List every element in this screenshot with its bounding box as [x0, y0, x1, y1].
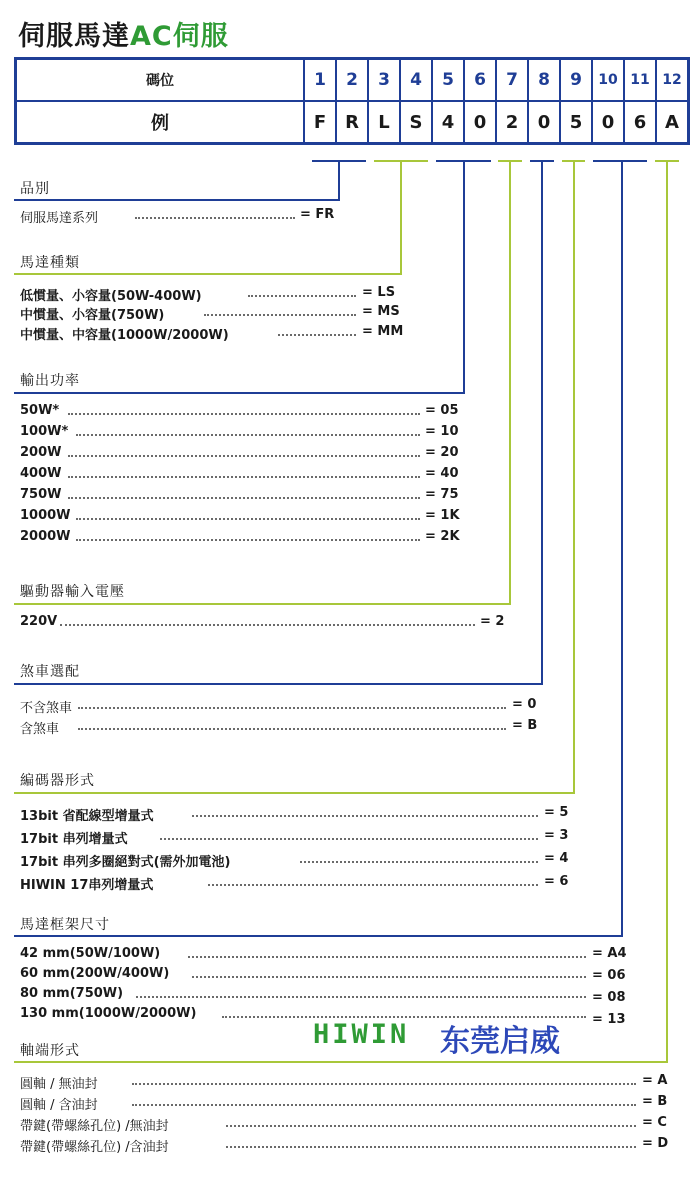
leader-dots [204, 314, 356, 316]
option-value: = C [642, 1115, 667, 1130]
option-value: = 13 [592, 1012, 626, 1027]
code-example: S [400, 101, 432, 144]
leader-dots [160, 838, 538, 840]
code-example: 6 [624, 101, 656, 144]
option-value: = 20 [425, 445, 459, 460]
option-value: = 06 [592, 968, 626, 983]
option-label: 圓軸 / 含油封 [20, 1098, 98, 1113]
option-label: 42 mm(50W/100W) [20, 946, 161, 961]
option-label: HIWIN 17串列增量式 [20, 878, 154, 893]
option-value: = B [512, 718, 538, 733]
option-value: = 08 [592, 990, 626, 1005]
section-header: 馬達框架尺寸 [20, 917, 110, 933]
leader-dots [78, 707, 506, 709]
option-value: = 10 [425, 424, 459, 439]
code-position: 7 [496, 59, 528, 102]
option-label: 帶鍵(帶螺絲孔位) /含油封 [20, 1140, 169, 1155]
leader-dots [132, 1104, 636, 1106]
leader-dots [192, 976, 586, 978]
section-header: 軸端形式 [20, 1043, 80, 1059]
option-label: 伺服馬達系列 [20, 211, 99, 226]
section-header: 品別 [20, 181, 50, 197]
option-value: = FR [300, 207, 335, 222]
option-label: 60 mm(200W/400W) [20, 966, 170, 981]
code-example: 0 [592, 101, 624, 144]
option-value: = 40 [425, 466, 459, 481]
code-example: 5 [560, 101, 592, 144]
code-example: 2 [496, 101, 528, 144]
code-position: 9 [560, 59, 592, 102]
section-header: 編碼器形式 [20, 773, 95, 789]
option-label: 80 mm(750W) [20, 986, 124, 1001]
leader-dots [135, 217, 295, 219]
leader-dots [226, 1125, 636, 1127]
section-header: 馬達種類 [20, 255, 80, 271]
option-label: 1000W [20, 508, 71, 523]
option-label: 不含煞車 [20, 701, 73, 716]
option-label: 中慣量、中容量(1000W/2000W) [20, 328, 229, 343]
code-example: 0 [464, 101, 496, 144]
leader-dots [60, 624, 475, 626]
option-value: = 3 [544, 828, 569, 843]
title-suffix: AC伺服 [130, 21, 229, 52]
option-label: 圓軸 / 無油封 [20, 1077, 98, 1092]
code-position: 5 [432, 59, 464, 102]
leader-dots [76, 518, 420, 520]
code-position: 2 [336, 59, 368, 102]
code-example-label: 例 [16, 101, 305, 144]
option-value: = A4 [592, 946, 627, 961]
watermark-brand: HIWIN [313, 1019, 410, 1050]
option-value: = MM [362, 324, 404, 339]
option-label: 17bit 串列多圈絕對式(需外加電池) [20, 855, 231, 870]
leader-dots [68, 497, 420, 499]
option-value: = 1K [425, 508, 460, 523]
leader-dots [248, 295, 356, 297]
option-label: 220V [20, 614, 58, 629]
watermark-company: 东莞启威 [440, 1024, 560, 1059]
connector-5-6 [14, 161, 464, 393]
section-header: 輸出功率 [20, 373, 80, 389]
option-value: = 6 [544, 874, 569, 889]
option-label: 400W [20, 466, 62, 481]
option-label: 低慣量、小容量(50W-400W) [20, 289, 202, 304]
code-position: 10 [592, 59, 624, 102]
connector-8 [14, 161, 542, 684]
option-value: = 5 [544, 805, 569, 820]
section-header: 煞車選配 [20, 664, 80, 680]
code-position: 11 [624, 59, 656, 102]
option-value: = 2K [425, 529, 460, 544]
code-position: 3 [368, 59, 400, 102]
option-value: = 0 [512, 697, 537, 712]
option-label: 200W [20, 445, 62, 460]
leader-dots [136, 996, 586, 998]
leader-dots [68, 413, 420, 415]
option-value: = 05 [425, 403, 459, 418]
connector-1-2 [14, 161, 339, 200]
leader-dots [78, 728, 506, 730]
option-label: 17bit 串列增量式 [20, 832, 128, 847]
code-example: 0 [528, 101, 560, 144]
leader-dots [226, 1146, 636, 1148]
option-value: = A [642, 1073, 668, 1088]
leader-dots [68, 476, 420, 478]
code-example: A [656, 101, 689, 144]
code-position-label: 碼位 [16, 59, 305, 102]
code-position: 1 [304, 59, 336, 102]
option-label: 2000W [20, 529, 71, 544]
title-prefix: 伺服馬達 [18, 21, 130, 52]
option-label: 含煞車 [20, 722, 60, 737]
leader-dots [192, 815, 538, 817]
leader-dots [132, 1083, 636, 1085]
code-example: F [304, 101, 336, 144]
option-value: = 75 [425, 487, 459, 502]
code-position: 12 [656, 59, 689, 102]
option-value: = B [642, 1094, 668, 1109]
leader-dots [278, 334, 356, 336]
code-position: 6 [464, 59, 496, 102]
leader-dots [68, 455, 420, 457]
code-example: L [368, 101, 400, 144]
leader-dots [208, 884, 538, 886]
option-label: 帶鍵(帶螺絲孔位) /無油封 [20, 1119, 169, 1134]
option-label: 13bit 省配線型增量式 [20, 809, 154, 824]
code-example: 4 [432, 101, 464, 144]
leader-dots [188, 956, 586, 958]
option-label: 130 mm(1000W/2000W) [20, 1006, 197, 1021]
section-header: 驅動器輸入電壓 [20, 584, 125, 600]
option-label: 750W [20, 487, 62, 502]
option-value: = 4 [544, 851, 569, 866]
code-example: R [336, 101, 368, 144]
option-label: 100W* [20, 424, 69, 439]
option-value: = MS [362, 304, 400, 319]
option-label: 50W* [20, 403, 60, 418]
option-value: = 2 [480, 614, 505, 629]
leader-dots [76, 434, 420, 436]
code-position: 4 [400, 59, 432, 102]
option-value: = LS [362, 285, 396, 300]
leader-dots [300, 861, 538, 863]
option-label: 中慣量、小容量(750W) [20, 308, 165, 323]
code-position: 8 [528, 59, 560, 102]
option-value: = D [642, 1136, 669, 1151]
leader-dots [76, 539, 420, 541]
